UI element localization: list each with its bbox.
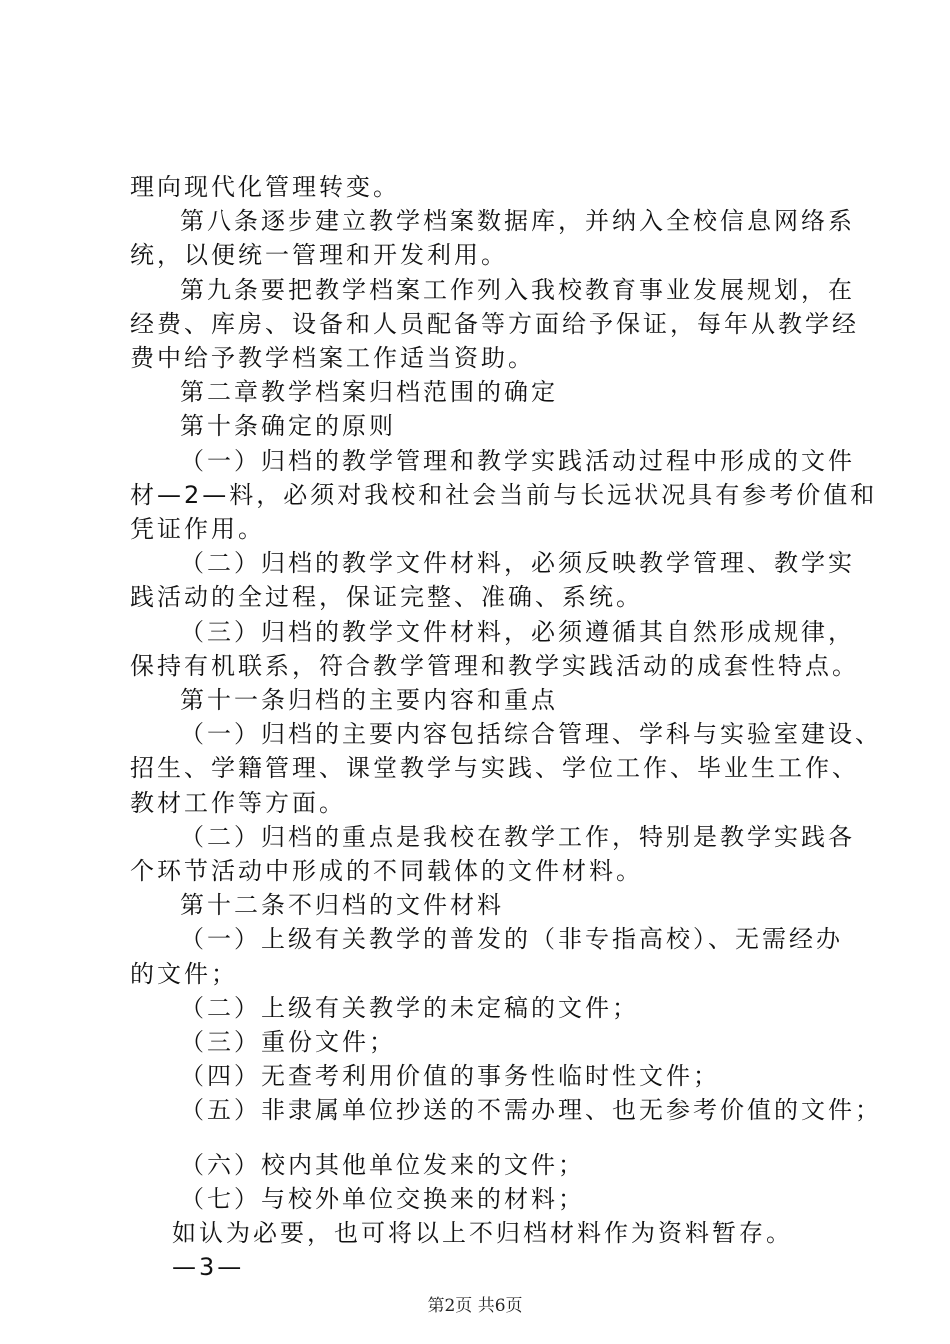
text-line: （五）非隶属单位抄送的不需办理、也无参考价值的文件； <box>180 1096 882 1124</box>
text-line: （二）归档的重点是我校在教学工作，特别是教学实践各 <box>180 823 855 851</box>
text-line: 第九条要把教学档案工作列入我校教育事业发展规划，在 <box>180 276 855 304</box>
text-line: 教材工作等方面。 <box>130 789 346 817</box>
text-line: （三）归档的教学文件材料，必须遵循其自然形成规律， <box>180 618 855 646</box>
text-line: 第十二条不归档的文件材料 <box>180 891 504 919</box>
text-line: 第十条确定的原则 <box>180 412 396 440</box>
text-line: 费中给予教学档案工作适当资助。 <box>130 344 535 372</box>
text-line: （二）上级有关教学的未定稿的文件； <box>180 994 639 1022</box>
text-line: 理向现代化管理转变。 <box>130 173 400 201</box>
text-line: （二）归档的教学文件材料，必须反映教学管理、教学实 <box>180 549 855 577</box>
text-line: （三）重份文件； <box>180 1028 396 1056</box>
text-line: 第十一条归档的主要内容和重点 <box>180 686 558 714</box>
text-line: （七）与校外单位交换来的材料； <box>180 1185 585 1213</box>
text-line: 如认为必要，也可将以上不归档材料作为资料暂存。 <box>172 1219 793 1247</box>
text-line: （一）归档的教学管理和教学实践活动过程中形成的文件 <box>180 447 855 475</box>
text-line: 招生、学籍管理、课堂教学与实践、学位工作、毕业生工作、 <box>130 754 859 782</box>
text-line: 统，以便统一管理和开发利用。 <box>130 241 508 269</box>
text-line: 保持有机联系，符合教学管理和教学实践活动的成套性特点。 <box>130 652 859 680</box>
text-line: （六）校内其他单位发来的文件； <box>180 1151 585 1179</box>
text-line: 个环节活动中形成的不同载体的文件材料。 <box>130 857 643 885</box>
page-footer: 第2页 共6页 <box>427 1296 523 1316</box>
text-line: （一）上级有关教学的普发的（非专指高校）、无需经办 <box>180 925 843 953</box>
text-line: （一）归档的主要内容包括综合管理、学科与实验室建设、 <box>180 720 882 748</box>
section-heading: 第二章教学档案归档范围的确定 <box>180 378 558 406</box>
text-line: 经费、库房、设备和人员配备等方面给予保证，每年从教学经 <box>130 310 859 338</box>
text-line: （四）无查考利用价值的事务性临时性文件； <box>180 1062 720 1090</box>
text-line: 的文件； <box>130 960 238 988</box>
page-marker: —3— <box>172 1253 245 1281</box>
text-line: 凭证作用。 <box>130 515 265 543</box>
text-line: 材—2—料，必须对我校和社会当前与长远状况具有参考价值和 <box>130 481 878 509</box>
text-line: 第八条逐步建立教学档案数据库，并纳入全校信息网络系 <box>180 207 855 235</box>
text-line: 践活动的全过程，保证完整、准确、系统。 <box>130 583 643 611</box>
